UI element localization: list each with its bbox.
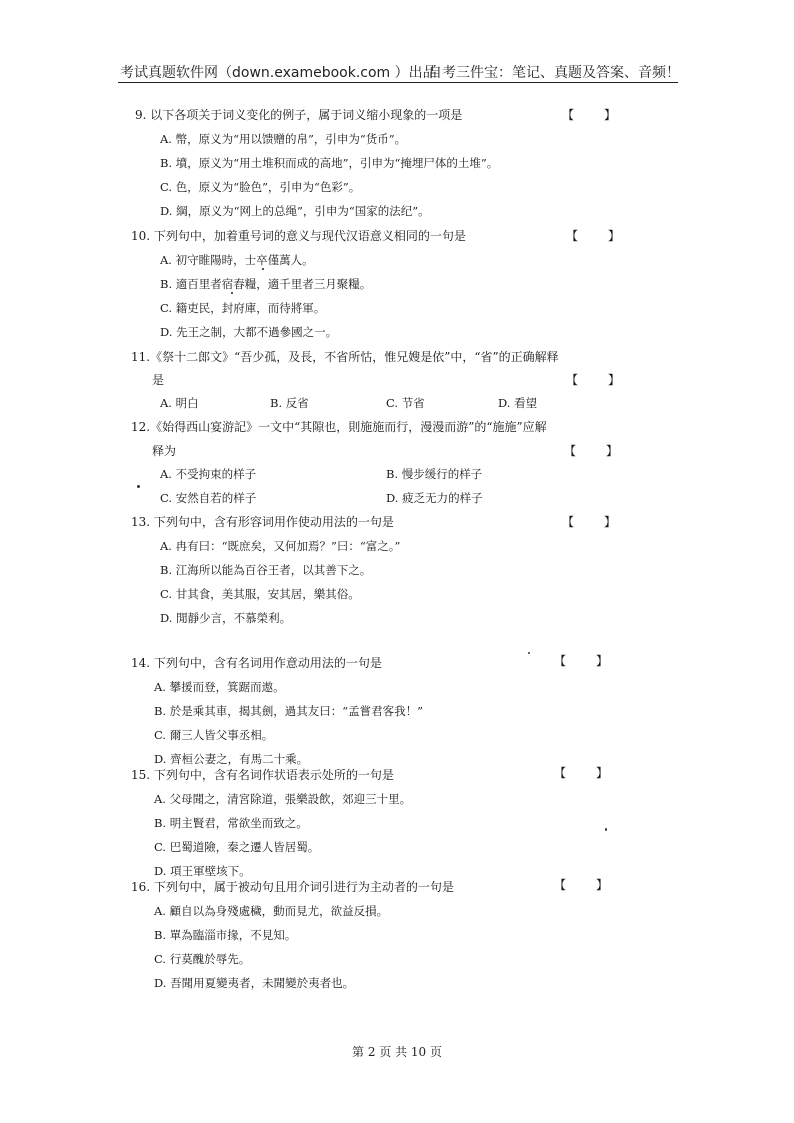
- page-footer: 第 2 页 共 10 页: [352, 1045, 442, 1059]
- q14-option-c: C. 爾三人皆父事丞相。: [154, 728, 274, 742]
- scan-speck: [137, 485, 140, 488]
- q11-option-a: A. 明白: [160, 396, 199, 410]
- q16-stem: 16. 下列句中，属于被动句且用介词引进行为主动者的一句是: [131, 880, 454, 894]
- q12-option-a: A. 不受拘束的样子: [160, 467, 257, 481]
- q9-option-d: D. 綱，原义为“网上的总绳”，引申为“国家的法纪”。: [160, 204, 430, 218]
- q12-stem-line1: 12.《始得西山宴游記》一文中“其隙也，則施施而行，漫漫而游”的“施施”应解: [131, 420, 547, 434]
- q16-option-d: D. 吾聞用夏變夷者，未聞變於夷者也。: [154, 976, 355, 990]
- q11-stem-line2: 是: [152, 373, 165, 387]
- q10-option-b: B. 適百里者宿舂糧，適千里者三月聚糧。: [160, 277, 372, 291]
- scan-speck: [605, 828, 607, 831]
- q9-answer-bracket: 【 】: [562, 108, 619, 122]
- q16-answer-bracket: 【 】: [554, 878, 611, 892]
- q15-option-c: C. 巴蜀道險，秦之遷人皆居蜀。: [154, 840, 320, 854]
- q14-option-d: D. 齊桓公妻之，有馬二十乘。: [154, 752, 309, 766]
- q12-option-d: D. 疲乏无力的样子: [386, 491, 483, 505]
- q13-option-c: C. 甘其食，美其服，安其居，樂其俗。: [160, 587, 360, 601]
- q12-stem-line2: 释为: [152, 444, 177, 458]
- scan-speck: [528, 652, 530, 654]
- q15-option-a: A. 父母聞之，清宮除道，張樂設飲，郊迎三十里。: [154, 792, 412, 806]
- emphasis-dot: [231, 292, 233, 294]
- q12-answer-bracket: 【 】: [564, 444, 621, 458]
- q11-answer-bracket: 【 】: [566, 373, 623, 387]
- q14-answer-bracket: 【 】: [554, 654, 611, 668]
- q13-option-b: B. 江海所以能為百谷王者，以其善下之。: [160, 563, 372, 577]
- q13-answer-bracket: 【 】: [562, 515, 619, 529]
- q14-stem: 14. 下列句中，含有名词用作意动用法的一句是: [131, 656, 382, 670]
- header-source: 考试真题软件网（down.examebook.com ）出品: [120, 65, 437, 81]
- q11-stem-line1: 11.《祭十二郎文》“吾少孤，及長，不省所怙，惟兄嫂是依”中，“省”的正确解释: [131, 350, 559, 364]
- q12-option-b: B. 慢步缓行的样子: [386, 467, 483, 481]
- q10-answer-bracket: 【 】: [566, 229, 623, 243]
- q11-option-d: D. 看望: [498, 396, 538, 410]
- q10-option-d: D. 先王之制，大都不過參國之一。: [160, 325, 338, 339]
- q16-option-a: A. 顧自以為身殘處穢，動而見尤，欲益反損。: [154, 904, 389, 918]
- q16-option-c: C. 行莫醜於辱先。: [154, 952, 251, 966]
- q13-option-d: D. 閒靜少言，不慕榮利。: [160, 611, 292, 625]
- q15-option-b: B. 明主賢君，常欲坐而致之。: [154, 816, 308, 830]
- q11-option-c: C. 节省: [386, 396, 425, 410]
- q14-option-a: A. 攀援而登，箕踞而遨。: [154, 680, 285, 694]
- q9-stem: 9. 以下各项关于词义变化的例子，属于词义缩小现象的一项是: [135, 108, 463, 122]
- header-rule: [118, 82, 678, 83]
- q9-option-c: C. 色，原义为“脸色”，引申为“色彩”。: [160, 180, 361, 194]
- emphasis-dot: [262, 268, 264, 270]
- q11-option-b: B. 反省: [270, 396, 309, 410]
- q10-option-a: A. 初守睢陽時，士卒僅萬人。: [160, 253, 314, 267]
- q9-option-b: B. 墳，原义为“用土堆积而成的高地”，引申为“掩埋尸体的土堆”。: [160, 156, 499, 170]
- q13-option-a: A. 冉有曰：“既庶矣，又何加焉？”曰：“富之。”: [160, 539, 401, 553]
- q12-option-c: C. 安然自若的样子: [160, 491, 257, 505]
- q10-stem: 10. 下列句中，加着重号词的意义与现代汉语意义相同的一句是: [131, 229, 466, 243]
- header-slogan: 自考三件宝：笔记、真题及答案、音频！: [428, 65, 680, 81]
- q14-option-b: B. 於是乘其車，揭其劍，過其友曰：“孟嘗君客我！”: [154, 704, 424, 718]
- q9-option-a: A. 幣，原义为“用以馈赠的帛”，引申为“货币”。: [160, 132, 407, 146]
- q13-stem: 13. 下列句中，含有形容词用作使动用法的一句是: [131, 515, 394, 529]
- q10-option-c: C. 籍吏民，封府庫，而待將軍。: [160, 301, 326, 315]
- q16-option-b: B. 單為臨淄市掾，不見知。: [154, 928, 297, 942]
- q15-option-d: D. 項王軍壁垓下。: [154, 864, 251, 878]
- q15-answer-bracket: 【 】: [554, 766, 611, 780]
- q15-stem: 15. 下列句中，含有名词作状语表示处所的一句是: [131, 768, 394, 782]
